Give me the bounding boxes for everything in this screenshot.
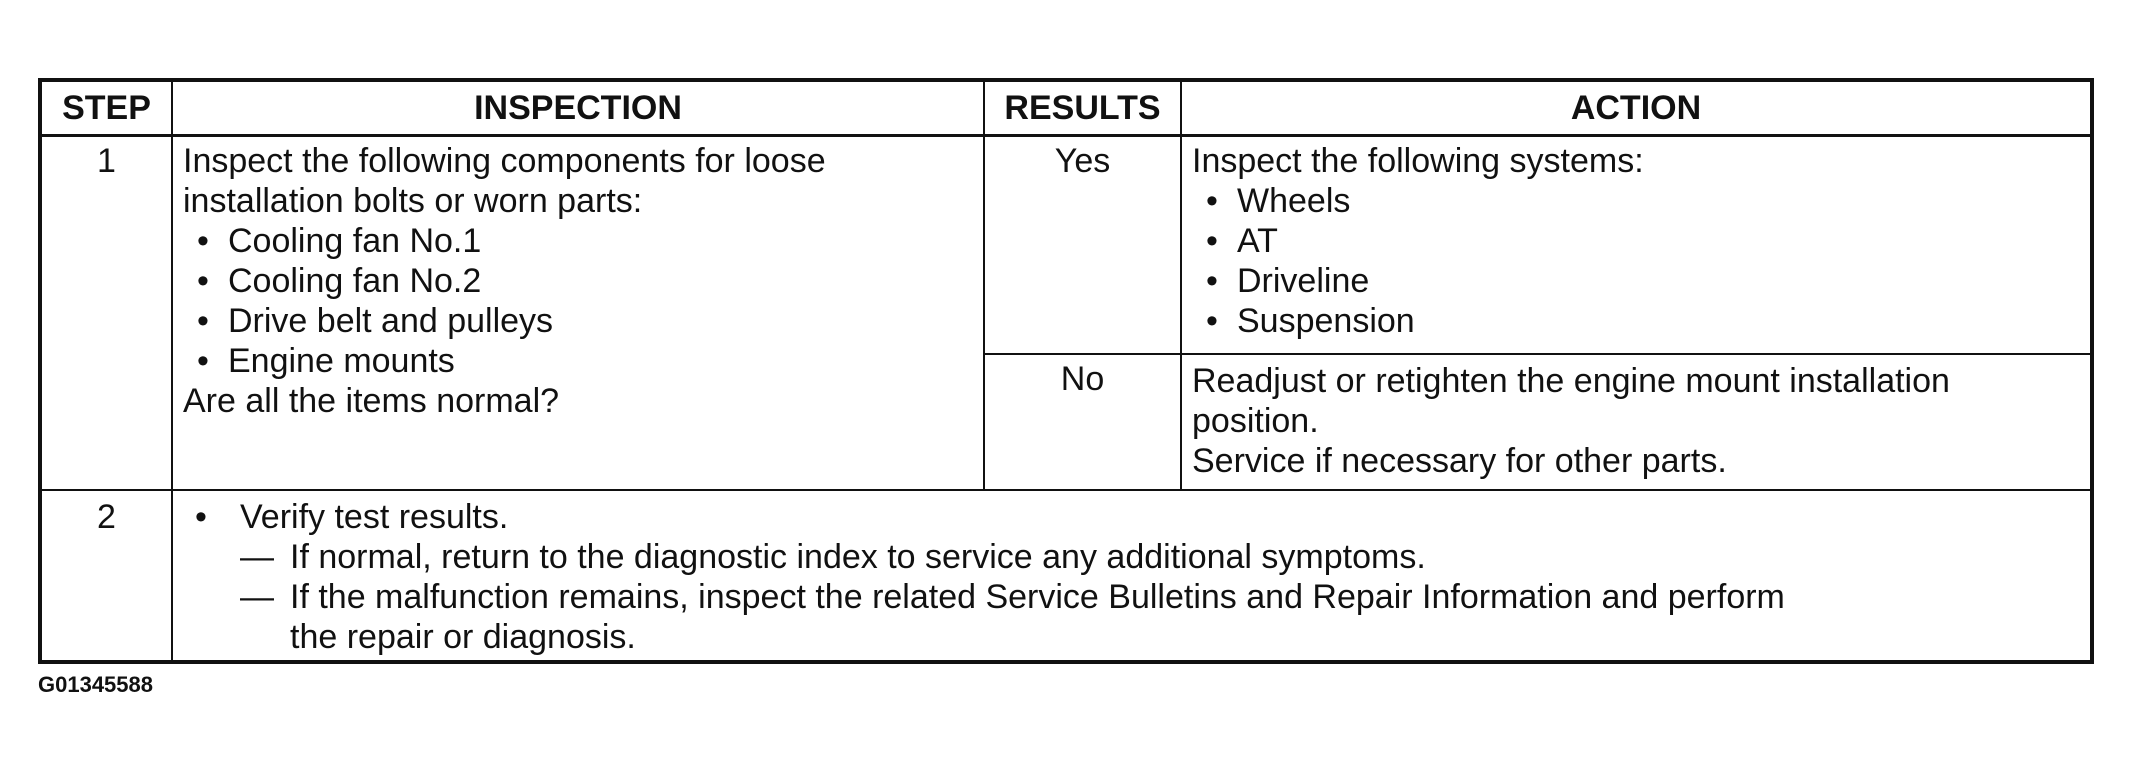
- action-no-line-2: Service if necessary for other parts.: [1192, 442, 1727, 480]
- step-2-row: [40, 490, 2092, 662]
- step-2-content: [172, 490, 2092, 662]
- header-row: [40, 80, 2092, 136]
- action-yes-intro: Inspect the following systems:: [1192, 142, 1644, 180]
- action-item: • Suspension: [1192, 301, 2080, 341]
- diagnostic-table: [38, 78, 2094, 664]
- inspection-item: • Cooling fan No.1: [183, 221, 973, 261]
- inspection-question: Are all the items normal?: [183, 382, 560, 420]
- header-results: RESULTS: [984, 80, 1181, 136]
- action-no-line-1: Readjust or retighten the engine mount installation position.: [1192, 362, 1950, 440]
- step-2-bullet-list: [195, 497, 2080, 537]
- step-2-dash-list: [195, 537, 2080, 657]
- result-no: No: [984, 354, 1181, 490]
- step-2-dash-item: — If normal, return to the diagnostic index to service any additional symptoms.: [240, 537, 2080, 577]
- figure-id: G01345588: [38, 672, 153, 697]
- action-no: [1181, 354, 2092, 490]
- result-yes: Yes: [984, 136, 1181, 355]
- action-yes-list: [1192, 181, 2080, 341]
- action-item: • Driveline: [1192, 261, 2080, 301]
- inspection-item: • Cooling fan No.2: [183, 261, 973, 301]
- inspection-item: • Engine mounts: [183, 341, 973, 381]
- action-item: • AT: [1192, 221, 2080, 261]
- step-1-number: 1: [40, 136, 172, 491]
- step-2-number: 2: [40, 490, 172, 662]
- header-action: ACTION: [1181, 80, 2092, 136]
- header-step: STEP: [40, 80, 172, 136]
- step-2-bullet: • Verify test results.: [195, 497, 2080, 537]
- header-inspection: INSPECTION: [172, 80, 984, 136]
- action-yes: [1181, 136, 2092, 355]
- action-item: • Wheels: [1192, 181, 2080, 221]
- inspection-intro: Inspect the following components for loose installation bolts or worn parts:: [183, 142, 826, 220]
- inspection-item: • Drive belt and pulleys: [183, 301, 973, 341]
- step-1-yes-row: [40, 136, 2092, 355]
- step-1-inspection: [172, 136, 984, 491]
- step-2-dash-item: — If the malfunction remains, inspect the related Service Bulletins and Repair Information and perform the repair or diagnosis.: [240, 577, 1810, 657]
- inspection-list: [183, 221, 973, 381]
